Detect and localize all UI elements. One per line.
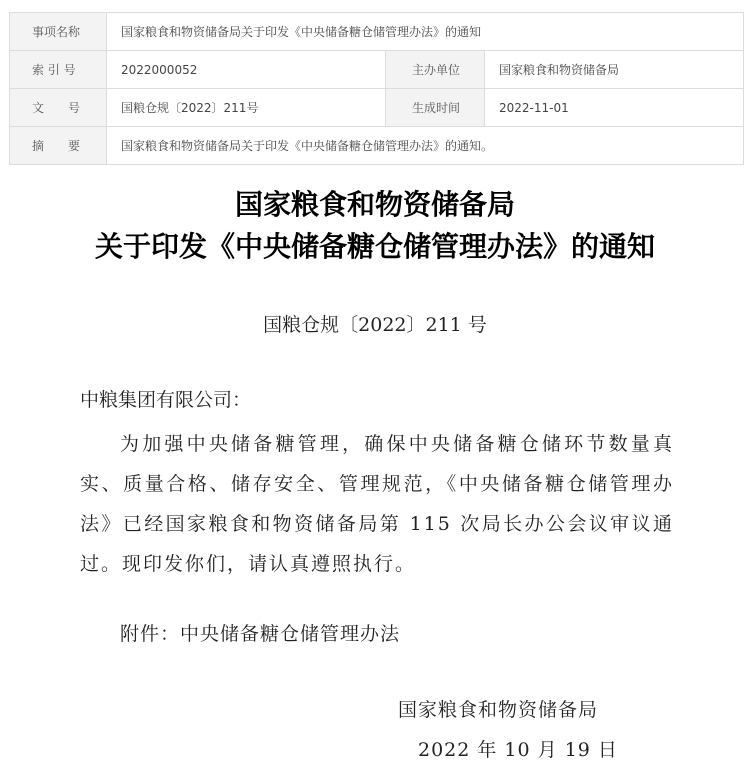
addressee: 中粮集团有限公司： — [80, 389, 252, 411]
meta-value-docno: 国粮仓规〔2022〕211号 — [107, 89, 386, 127]
meta-label-organizer: 主办单位 — [386, 51, 485, 89]
meta-label-index: 索 引 号 — [10, 51, 107, 89]
signature-organization: 国家粮食和物资储备局 — [398, 699, 599, 721]
attachment-line: 附件：中央储备糖仓储管理办法 — [120, 623, 401, 645]
meta-row-docno — [10, 89, 744, 127]
document-number: 国粮仓规〔2022〕211 号 — [263, 314, 487, 336]
body-paragraph: 为加强中央储备糖管理，确保中央储备糖仓储环节数量真实、质量合格、储存安全、管理规范，《中央储备糖仓储管理办法》已经国家粮食和物资储备局第 115 次局长办公会议审议通过。现印发你们，请认真遵照执行。 — [80, 433, 674, 575]
body-text — [80, 424, 674, 584]
meta-row-summary — [10, 127, 744, 165]
meta-value-index: 2022000052 — [107, 51, 386, 89]
meta-value-title: 国家粮食和物资储备局关于印发《中央储备糖仓储管理办法》的通知 — [107, 13, 744, 51]
meta-value-organizer: 国家粮食和物资储备局 — [485, 51, 744, 89]
document-title-line-1: 国家粮食和物资储备局 — [234, 188, 515, 221]
document-title-line-2: 关于印发《中央储备糖仓储管理办法》的通知 — [94, 230, 655, 263]
meta-row-title — [10, 13, 744, 51]
meta-value-summary: 国家粮食和物资储备局关于印发《中央储备糖仓储管理办法》的通知。 — [107, 127, 744, 165]
meta-label-title: 事项名称 — [10, 13, 107, 51]
meta-row-index — [10, 51, 744, 89]
meta-label-created: 生成时间 — [386, 89, 485, 127]
meta-label-summary: 摘 要 — [10, 127, 107, 165]
meta-label-docno: 文 号 — [10, 89, 107, 127]
meta-value-created: 2022-11-01 — [485, 89, 744, 127]
document-metadata-table — [9, 12, 744, 165]
signature-date: 2022 年 10 月 19 日 — [418, 739, 618, 761]
